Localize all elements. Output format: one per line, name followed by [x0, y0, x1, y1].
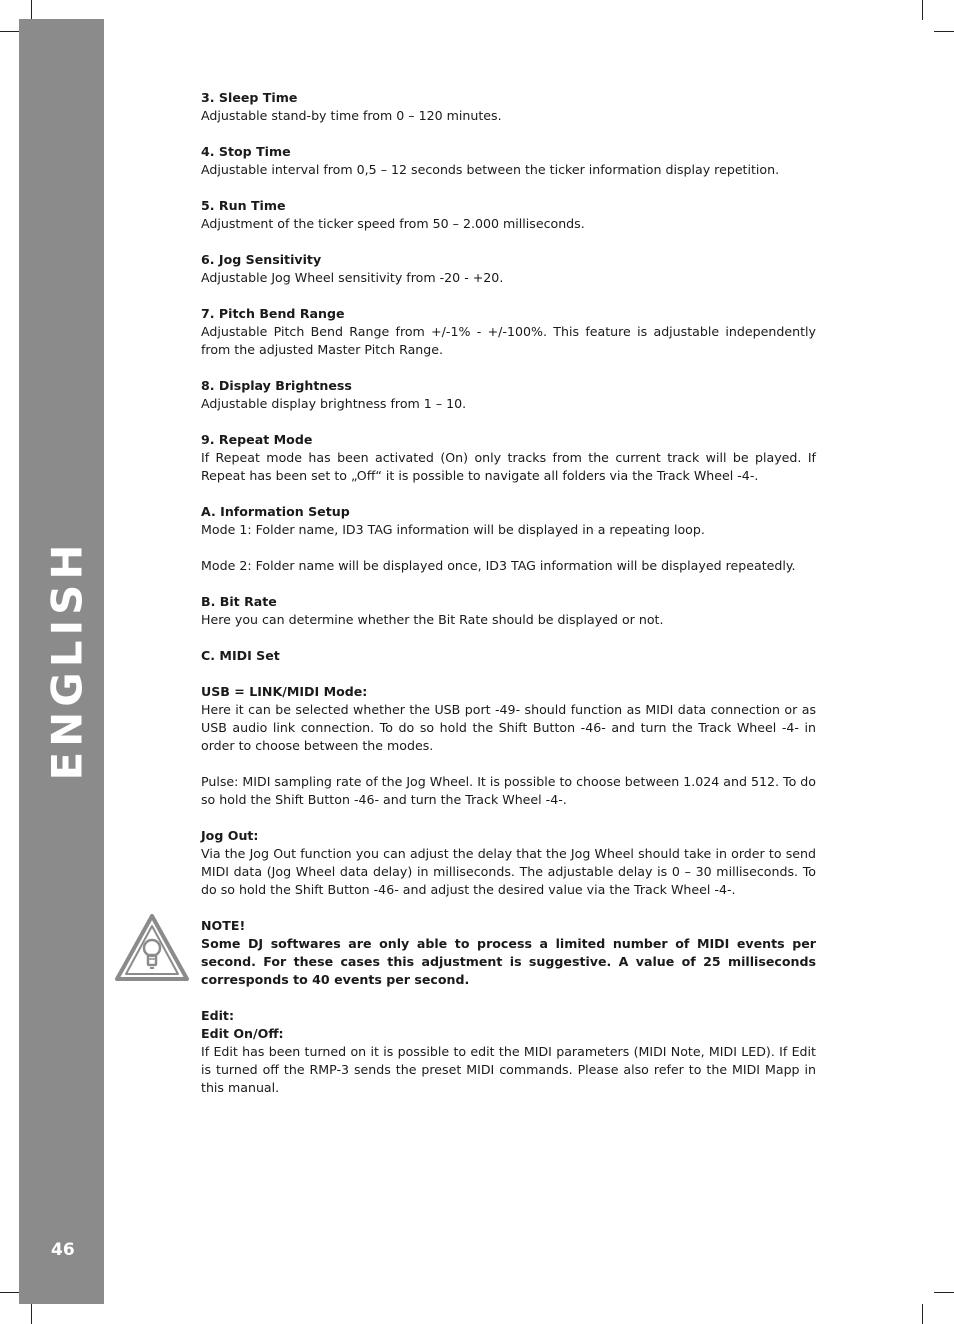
section-text: Here you can determine whether the Bit Rate should be displayed or not.: [201, 612, 664, 627]
crop-mark: [934, 1292, 954, 1293]
section-heading: 9. Repeat Mode: [201, 432, 313, 447]
section-sleep-time: [201, 89, 816, 125]
section-text: Mode 2: Folder name will be displayed once, ID3 TAG information will be displayed repeatedly.: [201, 558, 796, 573]
section-text: Via the Jog Out function you can adjust the delay that the Jog Wheel should take in order to send MIDI data (Jog Wheel data delay) in milliseconds. The adjustable delay is 0 – 30 milliseconds. To do so hold the Shift Button -46- and adjust the desired value via the Track Wheel -4-.: [201, 846, 816, 897]
section-heading: B. Bit Rate: [201, 594, 277, 609]
warning-lightbulb-icon: [114, 912, 190, 982]
section-jog-sensitivity: [201, 251, 816, 287]
section-text: Adjustment of the ticker speed from 50 – 2.000 milliseconds.: [201, 216, 585, 231]
section-heading: Jog Out:: [201, 828, 259, 843]
language-label: ENGLISH: [42, 539, 92, 781]
edit-text: If Edit has been turned on it is possible to edit the MIDI parameters (MIDI Note, MIDI LED). If Edit is turned off the RMP-3 sends the preset MIDI commands. Please also refer to the MIDI Mapp in this manual.: [201, 1044, 816, 1095]
section-text: Adjustable display brightness from 1 – 10.: [201, 396, 467, 411]
section-run-time: [201, 197, 816, 233]
section-heading: 7. Pitch Bend Range: [201, 306, 345, 321]
note-text: Some DJ softwares are only able to process a limited number of MIDI events per second. For these cases this adjustment is suggestive. A value of 25 milliseconds corresponds to 40 events per second.: [201, 936, 816, 987]
section-repeat-mode: [201, 431, 816, 485]
section-pitch-bend-range: [201, 305, 816, 359]
section-text: Adjustable stand-by time from 0 – 120 minutes.: [201, 108, 502, 123]
section-heading: 8. Display Brightness: [201, 378, 352, 393]
crop-mark: [0, 31, 20, 32]
section-jog-out: [201, 827, 816, 899]
section-text: Pulse: MIDI sampling rate of the Jog Wheel. It is possible to choose between 1.024 and 512. To do so hold the Shift Button -46- and turn the Track Wheel -4-.: [201, 774, 816, 807]
manual-content: [201, 89, 816, 1115]
section-edit: [201, 1007, 816, 1097]
section-information-mode-2: [201, 557, 816, 575]
section-text: If Repeat mode has been activated (On) only tracks from the current track will be played. If Repeat has been set to „Off“ it is possible to navigate all folders via the Track Wheel -4-.: [201, 450, 816, 483]
section-information-setup: [201, 503, 816, 539]
section-heading: 3. Sleep Time: [201, 90, 298, 105]
section-text: Here it can be selected whether the USB port -49- should function as MIDI data connection or as USB audio link connection. To do so hold the Shift Button -46- and turn the Track Wheel -4- in order to choose between the modes.: [201, 702, 816, 753]
section-text: Adjustable interval from 0,5 – 12 seconds between the ticker information display repetition.: [201, 162, 780, 177]
section-stop-time: [201, 143, 816, 179]
crop-mark: [922, 1304, 923, 1324]
crop-mark: [922, 0, 923, 20]
section-heading: A. Information Setup: [201, 504, 350, 519]
section-midi-set: [201, 647, 816, 665]
section-text: Adjustable Jog Wheel sensitivity from -20 - +20.: [201, 270, 504, 285]
crop-mark: [934, 31, 954, 32]
section-heading: 4. Stop Time: [201, 144, 291, 159]
section-pulse: [201, 773, 816, 809]
edit-heading: Edit:: [201, 1008, 234, 1023]
section-heading: USB = LINK/MIDI Mode:: [201, 684, 368, 699]
section-heading: 6. Jog Sensitivity: [201, 252, 322, 267]
section-display-brightness: [201, 377, 816, 413]
section-usb-link-midi-mode: [201, 683, 816, 755]
section-text: Adjustable Pitch Bend Range from +/-1% - +/-100%. This feature is adjustable independently from the adjusted Master Pitch Range.: [201, 324, 816, 357]
crop-mark: [0, 1292, 20, 1293]
section-bit-rate: [201, 593, 816, 629]
note-heading: NOTE!: [201, 918, 246, 933]
note-block: [201, 917, 816, 989]
page-number: 46: [51, 1240, 75, 1260]
crop-mark: [31, 0, 32, 20]
section-heading: C. MIDI Set: [201, 648, 280, 663]
crop-mark: [31, 1304, 32, 1324]
section-text: Mode 1: Folder name, ID3 TAG information will be displayed in a repeating loop.: [201, 522, 705, 537]
edit-subheading: Edit On/Off:: [201, 1026, 284, 1041]
section-heading: 5. Run Time: [201, 198, 286, 213]
